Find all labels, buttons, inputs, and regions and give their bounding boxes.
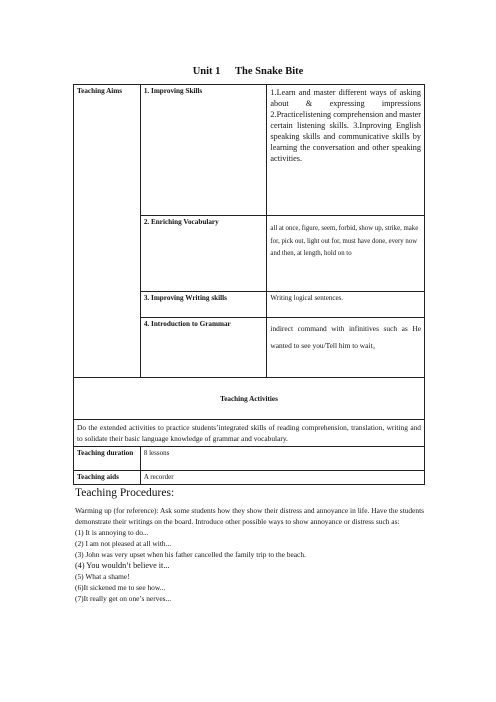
warming-up-paragraph: Warming up (for reference): Ask some students how they show their distress and annoyance in life. Have the students demonstrate their writings on the board. Introduce other possible ways to show annoyance or distress such as: bbox=[75, 506, 424, 526]
list-item: (1) It is annoying to do... bbox=[75, 528, 149, 537]
list-item: (7)It really get on one’s nerves... bbox=[75, 594, 172, 603]
aim-item-grammar: 4. Introduction to Grammar bbox=[140, 318, 267, 378]
aids-value: A recorder bbox=[140, 471, 424, 485]
procedures-title: Teaching Procedures: bbox=[75, 487, 175, 499]
teaching-aims-label: Teaching Aims bbox=[74, 85, 141, 378]
list-item: (6)It sickened me to see how... bbox=[75, 583, 166, 592]
list-item: (5) What a shame! bbox=[75, 572, 130, 581]
aim-item-writing: 3. Improving Writing skills bbox=[140, 292, 267, 318]
unit-name: The Snake Bite bbox=[235, 66, 304, 77]
aim-desc-writing: Writing logical sentences. bbox=[267, 292, 425, 318]
aids-label: Teaching aids bbox=[74, 471, 141, 485]
procedures-body bbox=[75, 505, 424, 604]
aim-desc-skills: 1.Learn and master different ways of asking about & expressing impressions 2.Practicelistening comprehension and master certain listening skills. 3.Inproving English speaking skills and communicative skills by learning the conversation and other speaking activities. bbox=[267, 85, 425, 216]
unit-number: Unit 1 bbox=[192, 66, 221, 77]
aim-item-vocabulary: 2. Enriching Vocabulary bbox=[140, 216, 267, 292]
page-title bbox=[0, 66, 496, 77]
teaching-activities-text: Do the extended activities to practice students’integrated skills of reading comprehension, translation, writing and to solidate their basic language knowledge of grammar and vocabulary. bbox=[74, 420, 425, 447]
aim-item-skills: 1. Improving Skills bbox=[140, 85, 267, 216]
list-item: (3) John was very upset when his father cancelled the family trip to the beach. bbox=[75, 550, 306, 559]
aim-desc-vocabulary: all at once, figure, seem, forbid, show up, strike, make for, pick out, light out for, must have done, every now and then, at length, hold on to bbox=[267, 216, 425, 292]
list-item: (4) You wouldn’t believe it... bbox=[75, 561, 170, 570]
duration-value: 8 lessons bbox=[140, 447, 424, 471]
duration-label: Teaching duration bbox=[74, 447, 141, 471]
aim-desc-grammar: indirect command with infinitives such as He wanted to see you/Tell him to wait。 bbox=[267, 318, 425, 378]
list-item: (2) I am not pleased at all with... bbox=[75, 539, 172, 548]
teaching-activities-heading: Teaching Activities bbox=[74, 378, 425, 420]
teaching-aims-table bbox=[73, 84, 425, 485]
